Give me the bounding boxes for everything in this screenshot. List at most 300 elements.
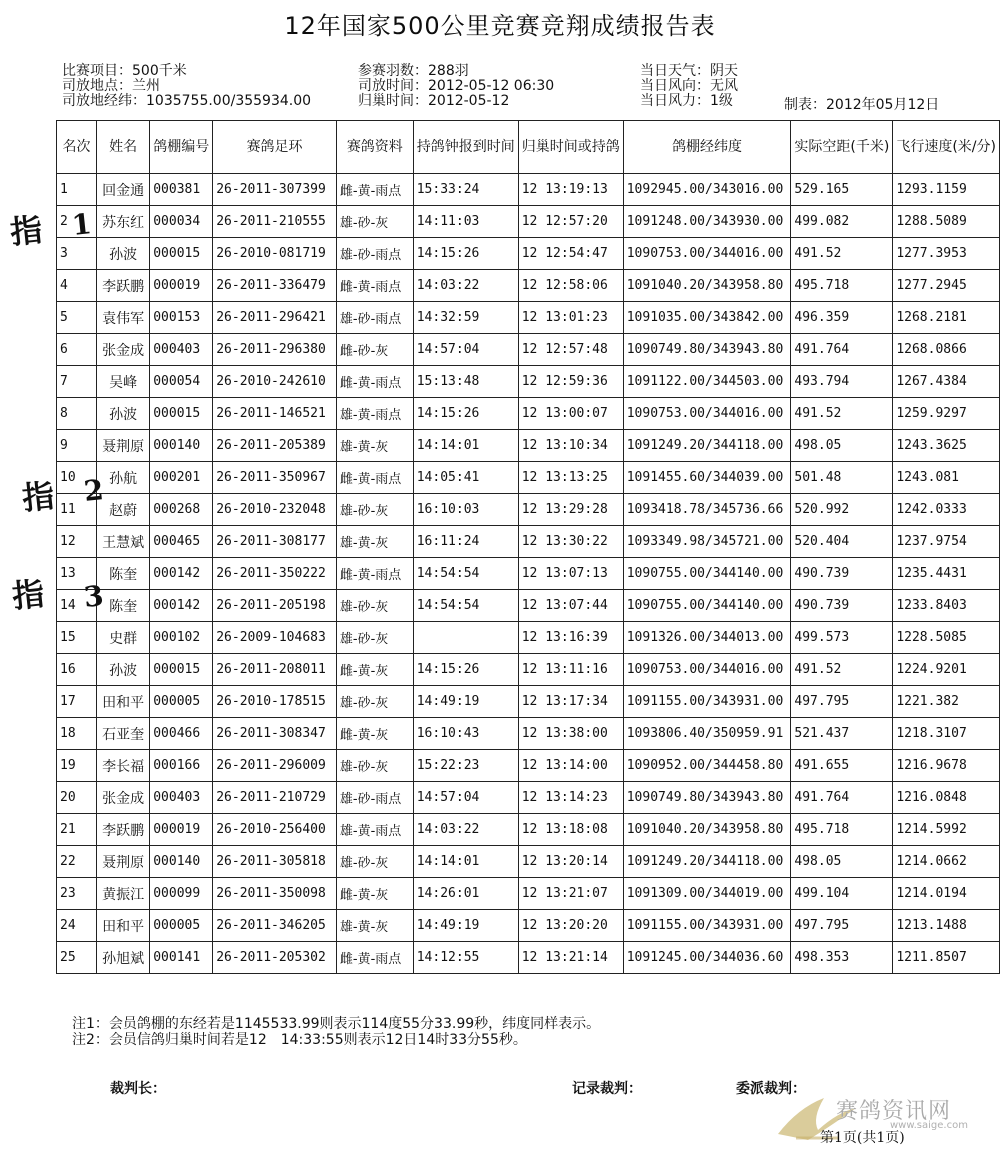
cell-speed: 1214.0194 xyxy=(893,878,1000,910)
cell-ring: 26-2010-232048 xyxy=(213,494,337,526)
cell-distance: 490.739 xyxy=(791,558,893,590)
cell-coords: 1090749.80/343943.80 xyxy=(623,782,791,814)
cell-clock-time: 16:11:24 xyxy=(413,526,518,558)
col-clock-time: 持鸽钟报到时间 xyxy=(413,121,518,174)
cell-clock-time: 14:54:54 xyxy=(413,558,518,590)
table-row xyxy=(57,782,1000,814)
table-row xyxy=(57,910,1000,942)
cell-pigeon-info: 雌-砂-灰 xyxy=(336,334,413,366)
cell-speed: 1214.5992 xyxy=(893,814,1000,846)
cell-rank: 10 xyxy=(57,462,97,494)
cell-loft-no: 000015 xyxy=(150,398,213,430)
cell-distance: 499.573 xyxy=(791,622,893,654)
cell-coords: 1090753.00/344016.00 xyxy=(623,398,791,430)
cell-loft-no: 000140 xyxy=(150,430,213,462)
cell-ring: 26-2011-146521 xyxy=(213,398,337,430)
cell-coords: 1091040.20/343958.80 xyxy=(623,270,791,302)
cell-arrival: 12 13:21:14 xyxy=(518,942,623,974)
cell-rank: 13 xyxy=(57,558,97,590)
cell-clock-time: 14:15:26 xyxy=(413,238,518,270)
cell-speed: 1218.3107 xyxy=(893,718,1000,750)
cell-pigeon-info: 雄-砂-灰 xyxy=(336,846,413,878)
cell-arrival: 12 13:14:00 xyxy=(518,750,623,782)
cell-loft-no: 000054 xyxy=(150,366,213,398)
cell-speed: 1277.2945 xyxy=(893,270,1000,302)
cell-distance: 498.353 xyxy=(791,942,893,974)
cell-speed: 1293.1159 xyxy=(893,174,1000,206)
cell-name: 袁伟军 xyxy=(96,302,149,334)
cell-clock-time: 16:10:03 xyxy=(413,494,518,526)
cell-loft-no: 000099 xyxy=(150,878,213,910)
cell-pigeon-info: 雌-黄-灰 xyxy=(336,878,413,910)
cell-pigeon-info: 雄-黄-灰 xyxy=(336,430,413,462)
cell-distance: 520.992 xyxy=(791,494,893,526)
cell-clock-time: 14:05:41 xyxy=(413,462,518,494)
cell-speed: 1267.4384 xyxy=(893,366,1000,398)
cell-name: 李跃鹏 xyxy=(96,270,149,302)
cell-coords: 1091122.00/344503.00 xyxy=(623,366,791,398)
cell-rank: 6 xyxy=(57,334,97,366)
cell-ring: 26-2011-205389 xyxy=(213,430,337,462)
cell-clock-time: 14:57:04 xyxy=(413,782,518,814)
cell-clock-time: 14:32:59 xyxy=(413,302,518,334)
cell-rank: 4 xyxy=(57,270,97,302)
cell-name: 苏东红 xyxy=(96,206,149,238)
cell-distance: 497.795 xyxy=(791,910,893,942)
cell-rank: 7 xyxy=(57,366,97,398)
cell-coords: 1091040.20/343958.80 xyxy=(623,814,791,846)
table-row xyxy=(57,526,1000,558)
cell-distance: 490.739 xyxy=(791,590,893,622)
cell-coords: 1090755.00/344140.00 xyxy=(623,590,791,622)
cell-coords: 1090755.00/344140.00 xyxy=(623,558,791,590)
cell-name: 吴峰 xyxy=(96,366,149,398)
cell-clock-time: 14:26:01 xyxy=(413,878,518,910)
cell-loft-no: 000005 xyxy=(150,686,213,718)
cell-speed: 1243.081 xyxy=(893,462,1000,494)
cell-ring: 26-2011-296009 xyxy=(213,750,337,782)
cell-distance: 495.718 xyxy=(791,814,893,846)
cell-ring: 26-2011-350222 xyxy=(213,558,337,590)
cell-ring: 26-2010-081719 xyxy=(213,238,337,270)
table-row xyxy=(57,942,1000,974)
table-row xyxy=(57,334,1000,366)
cell-name: 陈奎 xyxy=(96,558,149,590)
cell-distance: 491.655 xyxy=(791,750,893,782)
cell-distance: 491.52 xyxy=(791,398,893,430)
table-header-row xyxy=(57,121,1000,174)
cell-name: 孙航 xyxy=(96,462,149,494)
cell-name: 孙波 xyxy=(96,654,149,686)
cell-ring: 26-2011-308347 xyxy=(213,718,337,750)
cell-loft-no: 000034 xyxy=(150,206,213,238)
cell-name: 孙波 xyxy=(96,398,149,430)
cell-speed: 1268.0866 xyxy=(893,334,1000,366)
cell-loft-no: 000019 xyxy=(150,814,213,846)
cell-distance: 496.359 xyxy=(791,302,893,334)
cell-distance: 491.764 xyxy=(791,334,893,366)
cell-rank: 12 xyxy=(57,526,97,558)
cell-ring: 26-2011-205302 xyxy=(213,942,337,974)
cell-arrival: 12 12:57:48 xyxy=(518,334,623,366)
cell-ring: 26-2011-350098 xyxy=(213,878,337,910)
info-right xyxy=(640,64,738,109)
cell-name: 田和平 xyxy=(96,686,149,718)
cell-rank: 21 xyxy=(57,814,97,846)
info-release-time: 司放时间：2012-05-12 06:30 xyxy=(358,78,555,94)
cell-distance: 493.794 xyxy=(791,366,893,398)
info-event: 比赛项目：500千米 xyxy=(62,63,187,79)
cell-distance: 495.718 xyxy=(791,270,893,302)
cell-arrival: 12 13:38:00 xyxy=(518,718,623,750)
cell-loft-no: 000142 xyxy=(150,590,213,622)
cell-coords: 1091248.00/343930.00 xyxy=(623,206,791,238)
cell-rank: 1 xyxy=(57,174,97,206)
cell-loft-no: 000019 xyxy=(150,270,213,302)
cell-name: 李长福 xyxy=(96,750,149,782)
cell-clock-time: 14:12:55 xyxy=(413,942,518,974)
cell-arrival: 12 13:29:28 xyxy=(518,494,623,526)
cell-distance: 498.05 xyxy=(791,846,893,878)
cell-pigeon-info: 雄-砂-灰 xyxy=(336,206,413,238)
cell-arrival: 12 13:07:13 xyxy=(518,558,623,590)
handwritten-mark-2: 指 xyxy=(20,476,57,518)
handwritten-num-1: 1 xyxy=(70,207,94,242)
cell-clock-time: 15:13:48 xyxy=(413,366,518,398)
cell-speed: 1224.9201 xyxy=(893,654,1000,686)
cell-pigeon-info: 雄-砂-雨点 xyxy=(336,782,413,814)
cell-arrival: 12 13:13:25 xyxy=(518,462,623,494)
cell-loft-no: 000403 xyxy=(150,782,213,814)
cell-ring: 26-2011-208011 xyxy=(213,654,337,686)
cell-arrival: 12 13:19:13 xyxy=(518,174,623,206)
cell-coords: 1091245.00/344036.60 xyxy=(623,942,791,974)
cell-distance: 499.104 xyxy=(791,878,893,910)
cell-rank: 2 xyxy=(57,206,97,238)
col-name: 姓名 xyxy=(96,121,149,174)
cell-name: 聂荆原 xyxy=(96,846,149,878)
cell-distance: 498.05 xyxy=(791,430,893,462)
page-title: 12年国家500公里竞赛竞翔成绩报告表 xyxy=(284,12,716,40)
cell-ring: 26-2011-296421 xyxy=(213,302,337,334)
cell-arrival: 12 13:07:44 xyxy=(518,590,623,622)
cell-name: 黄振江 xyxy=(96,878,149,910)
col-arrival: 归巢时间或持鸽 xyxy=(518,121,623,174)
cell-speed: 1221.382 xyxy=(893,686,1000,718)
cell-arrival: 12 12:59:36 xyxy=(518,366,623,398)
table-row xyxy=(57,654,1000,686)
table-row xyxy=(57,814,1000,846)
cell-loft-no: 000268 xyxy=(150,494,213,526)
cell-arrival: 12 12:57:20 xyxy=(518,206,623,238)
cell-clock-time: 14:14:01 xyxy=(413,430,518,462)
cell-loft-no: 000466 xyxy=(150,718,213,750)
cell-coords: 1091326.00/344013.00 xyxy=(623,622,791,654)
cell-pigeon-info: 雄-黄-灰 xyxy=(336,526,413,558)
info-weather: 当日天气：阴天 xyxy=(640,63,738,79)
cell-loft-no: 000140 xyxy=(150,846,213,878)
cell-coords: 1093418.78/345736.66 xyxy=(623,494,791,526)
cell-clock-time: 15:33:24 xyxy=(413,174,518,206)
cell-clock-time: 15:22:23 xyxy=(413,750,518,782)
cell-clock-time: 16:10:43 xyxy=(413,718,518,750)
cell-arrival: 12 13:00:07 xyxy=(518,398,623,430)
cell-arrival: 12 13:01:23 xyxy=(518,302,623,334)
cell-arrival: 12 13:20:20 xyxy=(518,910,623,942)
cell-ring: 26-2010-178515 xyxy=(213,686,337,718)
watermark-url: www.saige.com xyxy=(890,1120,968,1131)
cell-coords: 1091155.00/343931.00 xyxy=(623,910,791,942)
table-row xyxy=(57,878,1000,910)
cell-ring: 26-2011-346205 xyxy=(213,910,337,942)
info-entries: 参赛羽数：288羽 xyxy=(358,63,469,79)
cell-clock-time: 14:15:26 xyxy=(413,398,518,430)
cell-name: 王慧斌 xyxy=(96,526,149,558)
handwritten-mark-1: 指 xyxy=(8,210,45,252)
cell-loft-no: 000005 xyxy=(150,910,213,942)
cell-pigeon-info: 雌-黄-灰 xyxy=(336,718,413,750)
cell-distance: 491.764 xyxy=(791,782,893,814)
cell-arrival: 12 13:16:39 xyxy=(518,622,623,654)
cell-arrival: 12 13:18:08 xyxy=(518,814,623,846)
cell-ring: 26-2011-350967 xyxy=(213,462,337,494)
cell-clock-time: 14:14:01 xyxy=(413,846,518,878)
cell-arrival: 12 13:11:16 xyxy=(518,654,623,686)
page-number: 第1页(共1页) xyxy=(820,1130,905,1146)
cell-pigeon-info: 雄-砂-灰 xyxy=(336,590,413,622)
table-row xyxy=(57,750,1000,782)
cell-ring: 26-2011-305818 xyxy=(213,846,337,878)
cell-speed: 1288.5089 xyxy=(893,206,1000,238)
cell-arrival: 12 12:58:06 xyxy=(518,270,623,302)
cell-arrival: 12 12:54:47 xyxy=(518,238,623,270)
cell-loft-no: 000201 xyxy=(150,462,213,494)
cell-rank: 20 xyxy=(57,782,97,814)
assigned-referee: 委派裁判： xyxy=(736,1081,806,1097)
cell-name: 赵蔚 xyxy=(96,494,149,526)
cell-rank: 18 xyxy=(57,718,97,750)
cell-name: 张金成 xyxy=(96,334,149,366)
col-pigeon-info: 赛鸽资料 xyxy=(336,121,413,174)
cell-pigeon-info: 雄-砂-灰 xyxy=(336,494,413,526)
cell-speed: 1242.0333 xyxy=(893,494,1000,526)
cell-speed: 1216.0848 xyxy=(893,782,1000,814)
note-1: 注1：会员鸽棚的东经若是1145533.99则表示114度55分33.99秒，纬度同样表示。 xyxy=(72,1016,601,1032)
cell-ring: 26-2011-336479 xyxy=(213,270,337,302)
cell-coords: 1090753.00/344016.00 xyxy=(623,654,791,686)
cell-speed: 1259.9297 xyxy=(893,398,1000,430)
table-row xyxy=(57,366,1000,398)
cell-distance: 497.795 xyxy=(791,686,893,718)
table-row xyxy=(57,686,1000,718)
cell-rank: 23 xyxy=(57,878,97,910)
cell-pigeon-info: 雄-黄-雨点 xyxy=(336,398,413,430)
col-loft-no: 鸽棚编号 xyxy=(150,121,213,174)
cell-rank: 22 xyxy=(57,846,97,878)
cell-pigeon-info: 雄-砂-灰 xyxy=(336,686,413,718)
cell-clock-time: 14:11:03 xyxy=(413,206,518,238)
results-table xyxy=(56,120,1000,974)
cell-name: 回金通 xyxy=(96,174,149,206)
cell-loft-no: 000381 xyxy=(150,174,213,206)
cell-coords: 1091035.00/343842.00 xyxy=(623,302,791,334)
cell-clock-time: 14:54:54 xyxy=(413,590,518,622)
cell-clock-time: 14:15:26 xyxy=(413,654,518,686)
cell-loft-no: 000403 xyxy=(150,334,213,366)
cell-speed: 1277.3953 xyxy=(893,238,1000,270)
cell-clock-time xyxy=(413,622,518,654)
cell-name: 孙旭斌 xyxy=(96,942,149,974)
table-row xyxy=(57,846,1000,878)
cell-loft-no: 000153 xyxy=(150,302,213,334)
cell-speed: 1213.1488 xyxy=(893,910,1000,942)
table-row xyxy=(57,270,1000,302)
info-wind-force: 当日风力：1级 xyxy=(640,93,733,109)
cell-name: 聂荆原 xyxy=(96,430,149,462)
cell-speed: 1233.8403 xyxy=(893,590,1000,622)
cell-loft-no: 000166 xyxy=(150,750,213,782)
cell-distance: 501.48 xyxy=(791,462,893,494)
cell-coords: 1090952.00/344458.80 xyxy=(623,750,791,782)
table-row xyxy=(57,558,1000,590)
table-row xyxy=(57,462,1000,494)
col-ring: 赛鸽足环 xyxy=(213,121,337,174)
cell-name: 田和平 xyxy=(96,910,149,942)
cell-distance: 491.52 xyxy=(791,238,893,270)
cell-name: 李跃鹏 xyxy=(96,814,149,846)
record-referee: 记录裁判： xyxy=(572,1081,642,1097)
made-date: 制表：2012年05月12日 xyxy=(784,97,940,113)
cell-rank: 25 xyxy=(57,942,97,974)
cell-ring: 26-2011-307399 xyxy=(213,174,337,206)
cell-ring: 26-2010-256400 xyxy=(213,814,337,846)
info-left xyxy=(62,64,311,109)
cell-speed: 1268.2181 xyxy=(893,302,1000,334)
cell-ring: 26-2011-210555 xyxy=(213,206,337,238)
cell-name: 孙波 xyxy=(96,238,149,270)
cell-distance: 499.082 xyxy=(791,206,893,238)
cell-rank: 14 xyxy=(57,590,97,622)
cell-name: 陈奎 xyxy=(96,590,149,622)
cell-coords: 1091249.20/344118.00 xyxy=(623,846,791,878)
cell-coords: 1093806.40/350959.91 xyxy=(623,718,791,750)
cell-rank: 3 xyxy=(57,238,97,270)
cell-rank: 19 xyxy=(57,750,97,782)
cell-coords: 1090753.00/344016.00 xyxy=(623,238,791,270)
cell-clock-time: 14:03:22 xyxy=(413,814,518,846)
col-distance: 实际空距(千米) xyxy=(791,121,893,174)
cell-rank: 5 xyxy=(57,302,97,334)
cell-speed: 1235.4431 xyxy=(893,558,1000,590)
table-row xyxy=(57,238,1000,270)
col-coords: 鸽棚经纬度 xyxy=(623,121,791,174)
cell-pigeon-info: 雄-黄-雨点 xyxy=(336,814,413,846)
info-release-coords: 司放地经纬：1035755.00/355934.00 xyxy=(62,93,312,109)
cell-pigeon-info: 雌-黄-雨点 xyxy=(336,558,413,590)
cell-coords: 1093349.98/345721.00 xyxy=(623,526,791,558)
cell-rank: 9 xyxy=(57,430,97,462)
cell-pigeon-info: 雌-黄-雨点 xyxy=(336,366,413,398)
handwritten-num-3: 3 xyxy=(82,579,106,614)
cell-speed: 1216.9678 xyxy=(893,750,1000,782)
cell-name: 石亚奎 xyxy=(96,718,149,750)
cell-coords: 1091249.20/344118.00 xyxy=(623,430,791,462)
cell-ring: 26-2009-104683 xyxy=(213,622,337,654)
cell-loft-no: 000015 xyxy=(150,238,213,270)
cell-loft-no: 000142 xyxy=(150,558,213,590)
cell-pigeon-info: 雄-砂-雨点 xyxy=(336,302,413,334)
cell-pigeon-info: 雌-黄-雨点 xyxy=(336,270,413,302)
cell-clock-time: 14:03:22 xyxy=(413,270,518,302)
cell-coords: 1091309.00/344019.00 xyxy=(623,878,791,910)
cell-rank: 11 xyxy=(57,494,97,526)
cell-pigeon-info: 雄-砂-灰 xyxy=(336,622,413,654)
info-return-time: 归巢时间：2012-05-12 xyxy=(358,93,510,109)
cell-rank: 17 xyxy=(57,686,97,718)
cell-coords: 1090749.80/343943.80 xyxy=(623,334,791,366)
cell-distance: 521.437 xyxy=(791,718,893,750)
table-row xyxy=(57,718,1000,750)
cell-coords: 1092945.00/343016.00 xyxy=(623,174,791,206)
cell-ring: 26-2011-308177 xyxy=(213,526,337,558)
cell-arrival: 12 13:21:07 xyxy=(518,878,623,910)
table-row xyxy=(57,302,1000,334)
cell-speed: 1237.9754 xyxy=(893,526,1000,558)
cell-coords: 1091155.00/343931.00 xyxy=(623,686,791,718)
cell-loft-no: 000465 xyxy=(150,526,213,558)
watermark-text: 赛鸽资讯网 xyxy=(836,1099,952,1124)
cell-pigeon-info: 雄-砂-灰 xyxy=(336,750,413,782)
cell-speed: 1214.0662 xyxy=(893,846,1000,878)
notes xyxy=(72,1016,600,1048)
cell-arrival: 12 13:20:14 xyxy=(518,846,623,878)
cell-ring: 26-2011-296380 xyxy=(213,334,337,366)
cell-loft-no: 000102 xyxy=(150,622,213,654)
handwritten-mark-3: 指 xyxy=(10,574,47,616)
cell-arrival: 12 13:14:23 xyxy=(518,782,623,814)
table-row xyxy=(57,430,1000,462)
cell-name: 史群 xyxy=(96,622,149,654)
table-row xyxy=(57,174,1000,206)
note-2: 注2：会员信鸽归巢时间若是12 14:33:55则表示12日14时33分55秒。 xyxy=(72,1032,527,1048)
cell-distance: 520.404 xyxy=(791,526,893,558)
cell-clock-time: 14:49:19 xyxy=(413,686,518,718)
cell-rank: 16 xyxy=(57,654,97,686)
cell-loft-no: 000015 xyxy=(150,654,213,686)
cell-distance: 491.52 xyxy=(791,654,893,686)
col-rank: 名次 xyxy=(57,121,97,174)
cell-coords: 1091455.60/344039.00 xyxy=(623,462,791,494)
col-speed: 飞行速度(米/分) xyxy=(893,121,1000,174)
cell-rank: 8 xyxy=(57,398,97,430)
cell-clock-time: 14:49:19 xyxy=(413,910,518,942)
cell-arrival: 12 13:30:22 xyxy=(518,526,623,558)
cell-pigeon-info: 雌-黄-灰 xyxy=(336,654,413,686)
info-mid xyxy=(358,64,554,109)
table-row xyxy=(57,622,1000,654)
info-release-place: 司放地点：兰州 xyxy=(62,78,160,94)
cell-distance: 529.165 xyxy=(791,174,893,206)
table-row xyxy=(57,590,1000,622)
cell-name: 张金成 xyxy=(96,782,149,814)
chief-referee: 裁判长： xyxy=(110,1081,166,1097)
cell-pigeon-info: 雄-黄-灰 xyxy=(336,910,413,942)
cell-arrival: 12 13:17:34 xyxy=(518,686,623,718)
handwritten-num-2: 2 xyxy=(82,473,106,508)
table-row xyxy=(57,398,1000,430)
cell-pigeon-info: 雌-黄-雨点 xyxy=(336,462,413,494)
cell-pigeon-info: 雌-黄-雨点 xyxy=(336,942,413,974)
